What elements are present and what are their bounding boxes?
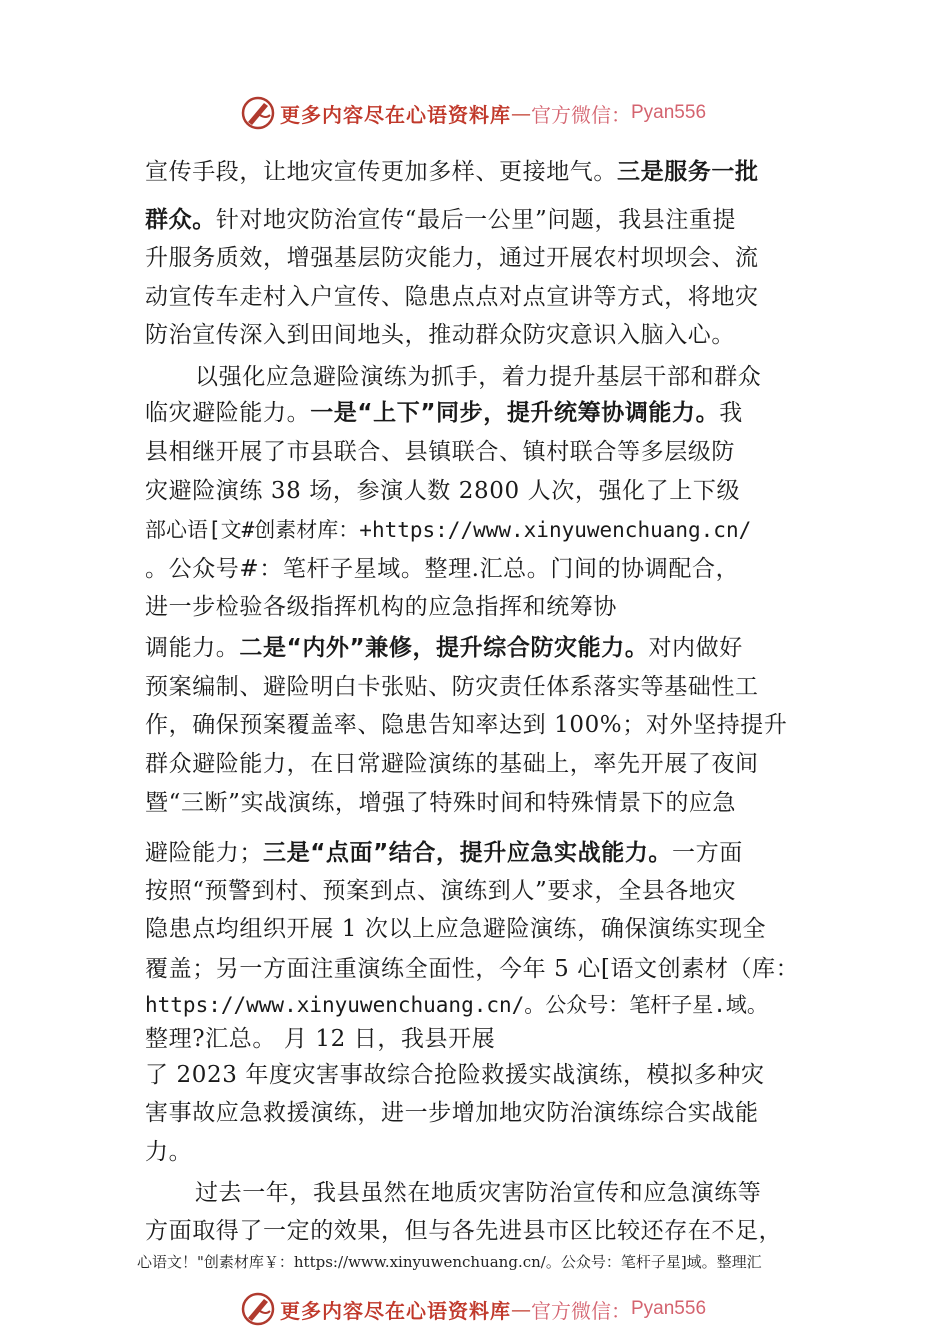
body-text-line xyxy=(145,157,759,187)
body-text-line xyxy=(145,710,787,740)
emphasis-text: 三是服务一批 xyxy=(617,159,759,185)
body-text: 暨“三断”实战演练，增强了特殊时间和特殊情景下的应急 xyxy=(145,790,737,816)
body-text: 调能力。 xyxy=(145,635,240,661)
body-text: 部心语[文#创素材库： xyxy=(145,518,360,542)
header-wechat-id: Pyan556 xyxy=(631,102,707,123)
body-text-line xyxy=(145,876,736,906)
page-header-top xyxy=(240,94,706,132)
body-text: 我 xyxy=(719,400,743,426)
body-text: 对内做好 xyxy=(648,635,743,661)
body-text: 针对地灾防治宣传“最后一公里”问题，我县注重提 xyxy=(215,207,737,233)
header-wechat-id: Pyan556 xyxy=(631,1298,707,1319)
body-text: 一方面 xyxy=(672,840,743,866)
header-dash: — xyxy=(511,101,531,125)
footer-watermark-text: 心语文！"创素材库￥：https://www.xinyuwenchuang.cn/。公众号：笔杆子星]域。整理汇 xyxy=(137,1253,762,1271)
body-text-line xyxy=(145,788,736,818)
body-text-line xyxy=(145,954,799,984)
body-text: 整理?汇总。 月 12 日，我县开展 xyxy=(145,1026,496,1052)
body-text: 动宣传车走村入户宣传、隐患点点对点宣讲等方式，将地灾 xyxy=(145,284,759,310)
body-text-line xyxy=(145,592,617,622)
body-text-line xyxy=(145,1098,759,1128)
header-dash: — xyxy=(511,1297,531,1321)
body-text: 作，确保预案覆盖率、隐患告知率达到 100%；对外坚持提升 xyxy=(145,712,788,738)
body-text-line xyxy=(145,515,751,545)
body-text-line xyxy=(145,1216,782,1246)
body-text: 按照“预警到村、预案到点、演练到人”要求，全县各地灾 xyxy=(145,878,737,904)
body-text-line xyxy=(145,914,766,944)
emphasis-text: 三是“点面”结合，提升应急实战能力。 xyxy=(263,840,673,866)
body-text-line xyxy=(145,282,759,312)
body-text-line xyxy=(145,476,740,506)
body-text: 县相继开展了市县联合、县镇联合、镇村联合等多层级防 xyxy=(145,439,735,465)
body-text: 以强化应急避险演练为抓手，着力提升基层干部和群众 xyxy=(195,364,762,390)
page-header-bottom xyxy=(240,1290,706,1328)
body-text: 防治宣传深入到田间地头，推动群众防灾意识入脑入心。 xyxy=(145,322,735,348)
body-text-line xyxy=(195,1178,761,1208)
body-text-line xyxy=(145,633,743,663)
emphasis-text: 群众。 xyxy=(145,207,216,233)
body-text: 临灾避险能力。 xyxy=(145,400,311,426)
body-text-line xyxy=(145,1024,495,1054)
body-text-line xyxy=(145,672,759,702)
header-brand: 更多内容尽在心语资料库 xyxy=(280,1298,511,1323)
header-wechat-label: 官方微信： xyxy=(531,1298,631,1323)
body-text: 预案编制、避险明白卡张贴、防灾责任体系落实等基础性工 xyxy=(145,674,759,700)
body-text: 方面取得了一定的效果，但与各先进县市区比较还存在不足， xyxy=(145,1218,783,1244)
body-text-line xyxy=(145,205,736,235)
body-text: 宣传手段，让地灾宣传更加多样、更接地气。 xyxy=(145,159,617,185)
body-text: 。公众号#：笔杆子星域。整理.汇总。门间的协调配合， xyxy=(145,556,740,582)
body-text: 力。 xyxy=(145,1139,193,1165)
body-text-line xyxy=(145,437,735,467)
emphasis-text: 二是“内外”兼修，提升综合防灾能力。 xyxy=(239,635,649,661)
body-text-line xyxy=(195,362,761,392)
header-wechat-label: 官方微信： xyxy=(531,102,631,127)
body-text: 进一步检验各级指挥机构的应急指挥和统筹协 xyxy=(145,594,617,620)
body-text: 了 2023 年度灾害事故综合抢险救援实战演练，模拟多种灾 xyxy=(145,1062,765,1088)
body-text: 灾避险演练 38 场，参演人数 2800 人次，强化了上下级 xyxy=(145,478,741,504)
body-text-line xyxy=(145,749,759,779)
body-text-line xyxy=(145,320,735,350)
body-text-line xyxy=(145,838,743,868)
body-text-line xyxy=(145,398,743,428)
body-text: https://www.xinyuwenchuang.cn/。公众号：笔杆子星.域。 xyxy=(145,993,768,1017)
body-text-line xyxy=(145,554,739,584)
body-text-line xyxy=(145,1060,765,1090)
header-brand: 更多内容尽在心语资料库 xyxy=(280,102,511,127)
emphasis-text: 一是“上下”同步，提升统筹协调能力。 xyxy=(310,400,720,426)
body-text-line xyxy=(145,990,768,1020)
body-text: 覆盖；另一方面注重演练全面性，今年 5 心[语文创素材（库： xyxy=(145,956,800,982)
body-text: 害事故应急救援演练，进一步增加地灾防治演练综合实战能 xyxy=(145,1100,759,1126)
body-text-line xyxy=(145,1137,192,1167)
pen-logo-icon xyxy=(240,1291,276,1327)
body-text: +https://www.xinyuwenchuang.cn/ xyxy=(359,518,752,542)
pen-logo-icon xyxy=(240,95,276,131)
body-text-line xyxy=(145,243,759,273)
body-text: 隐患点均组织开展 1 次以上应急避险演练，确保演练实现全 xyxy=(145,916,767,942)
body-text: 过去一年，我县虽然在地质灾害防治宣传和应急演练等 xyxy=(195,1180,762,1206)
body-text: 避险能力； xyxy=(145,840,263,866)
body-text: 群众避险能力，在日常避险演练的基础上，率先开展了夜间 xyxy=(145,751,759,777)
body-text: 升服务质效，增强基层防灾能力，通过开展农村坝坝会、流 xyxy=(145,245,759,271)
